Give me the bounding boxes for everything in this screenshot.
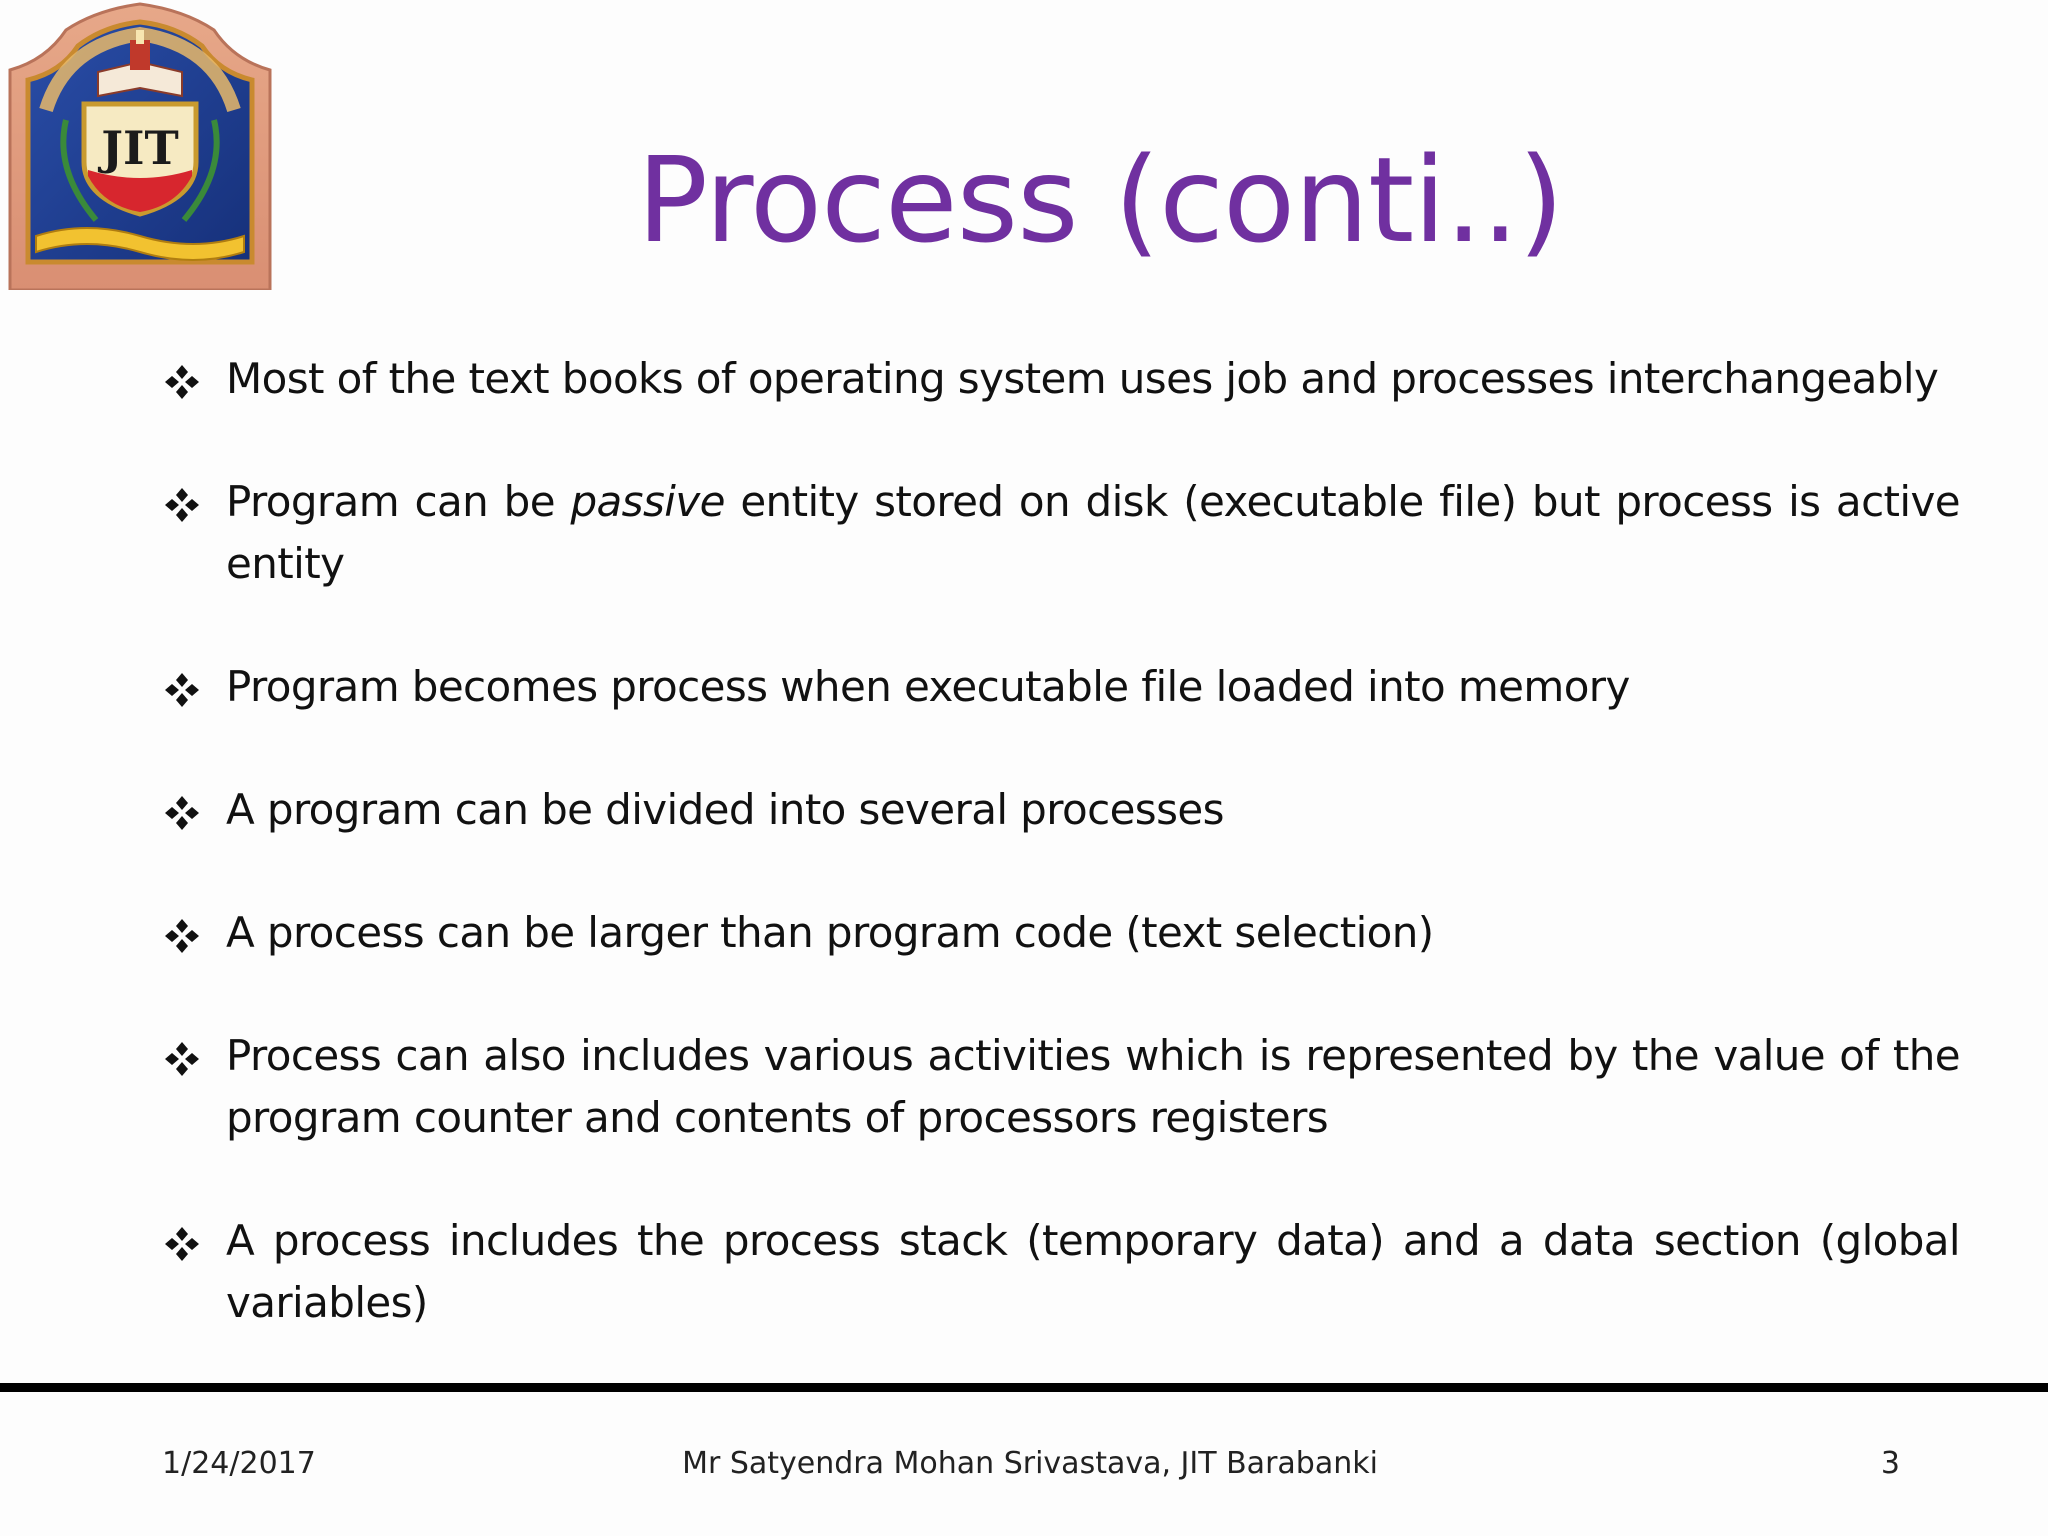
bullet-text-emphasis: passive — [570, 477, 725, 526]
four-diamond-bullet-icon — [164, 918, 200, 954]
bullet-text-before: Program can be — [226, 477, 571, 526]
bullet-text: Most of the text books of operating system uses job and processes interchangeably — [226, 354, 1939, 403]
bullet-item — [160, 656, 1960, 718]
four-diamond-bullet-icon — [164, 1041, 200, 1077]
bullet-item — [160, 348, 1960, 410]
footer-author: Mr Satyendra Mohan Srivastava, JIT Barabanki — [682, 1446, 1378, 1481]
slide-title: Process (conti..) — [636, 131, 1564, 269]
four-diamond-bullet-icon — [164, 672, 200, 708]
four-diamond-bullet-icon — [164, 364, 200, 400]
bullet-text: A process includes the process stack (temporary data) and a data section (global variables) — [226, 1216, 1960, 1327]
footer-divider — [0, 1383, 2048, 1392]
bullet-text-after: entity stored on disk (executable file) but process is active entity — [226, 477, 1960, 588]
institute-crest-logo — [6, 0, 274, 290]
four-diamond-bullet-icon — [164, 487, 200, 523]
page-number: 3 — [1880, 1446, 1900, 1481]
bullet-item — [160, 902, 1960, 964]
four-diamond-bullet-icon — [164, 1226, 200, 1262]
svg-text:JIT: JIT — [101, 121, 179, 175]
bullet-list — [160, 348, 1960, 1334]
footer-date: 1/24/2017 — [162, 1446, 316, 1481]
bullet-item — [160, 471, 1960, 595]
bullet-item — [160, 779, 1960, 841]
bullet-text: A process can be larger than program code (text selection) — [226, 908, 1434, 957]
bullet-text: Program becomes process when executable file loaded into memory — [226, 662, 1630, 711]
bullet-text: Process can also includes various activities which is represented by the value of the program counter and contents of processors registers — [226, 1031, 1960, 1142]
bullet-item — [160, 1025, 1960, 1149]
bullet-item — [160, 1210, 1960, 1334]
four-diamond-bullet-icon — [164, 795, 200, 831]
bullet-text: A program can be divided into several processes — [226, 785, 1224, 834]
